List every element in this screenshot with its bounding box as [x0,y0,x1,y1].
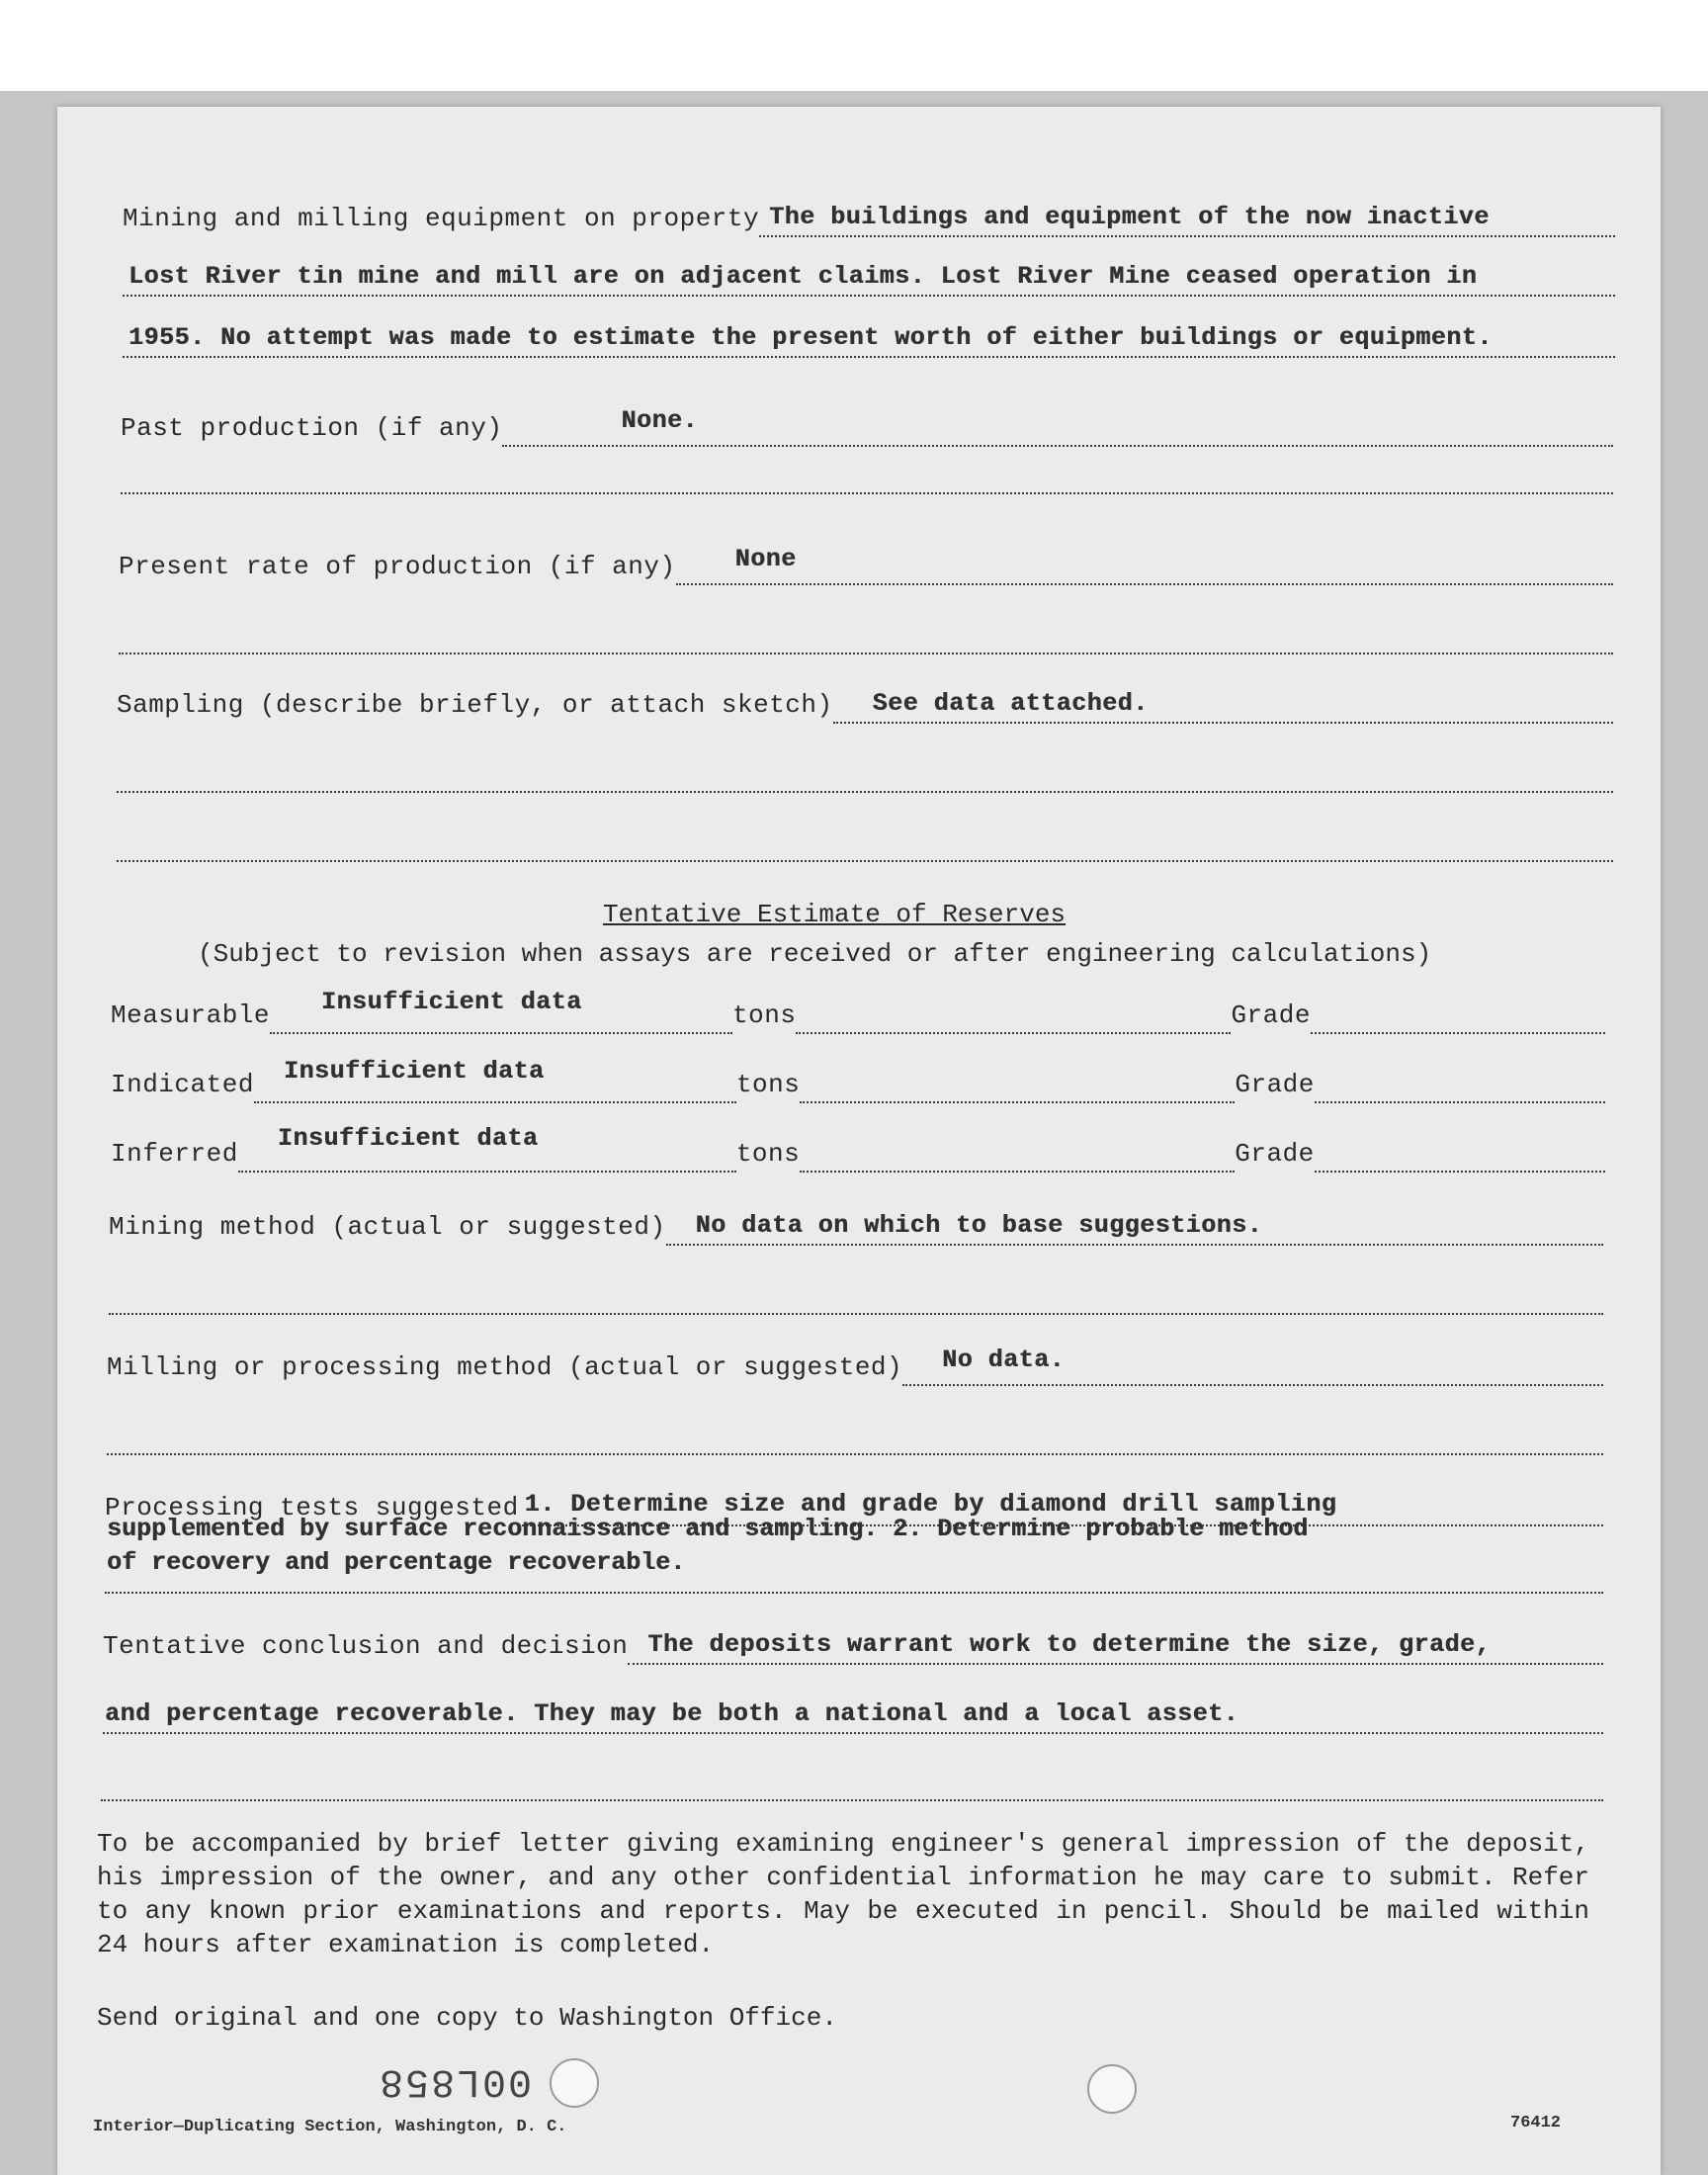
sampling-label: Sampling (describe briefly, or attach sketch) [117,690,833,720]
conclusion-field [628,1623,1603,1665]
equipment-row-2 [123,253,1615,297]
instructions-text: To be accompanied by brief letter giving examining engineer's general impression of the deposit, his impression of the owner, and any other confidential information he may care to submit. Refer to any known prior examinations and reports. May be executed in pencil. Should be mailed within 24 hours after examination is completed. [97,1829,1589,1959]
punch-hole [550,2058,599,2108]
mining-method-value: No data on which to base suggestions. [695,1211,1263,1240]
blank-line [117,860,1613,862]
sampling-row [117,680,1613,724]
blank-line [101,1799,1603,1801]
past-production-value: None. [621,406,698,435]
blank-line [119,652,1613,654]
processing-tests-line-1: 1. Determine size and grade by diamond drill sampling [524,1490,1337,1519]
reserve-label: Measurable [111,1000,271,1030]
tons-field [796,993,1231,1034]
grade-field [1311,993,1605,1034]
footer-printer: Interior—Duplicating Section, Washington, D. C. [93,2118,567,2136]
equipment-field-2 [123,255,1615,297]
equipment-field-3 [123,316,1615,358]
equipment-line-2: Lost River tin mine and mill are on adjacent claims. Lost River Mine ceased operation in [128,262,1478,291]
reserve-tons-field [238,1124,736,1173]
milling-method-row [107,1343,1603,1386]
conclusion-field-2 [103,1693,1603,1734]
grade-field [1315,1131,1605,1173]
present-rate-row [119,542,1613,585]
tons-label: tons [732,1000,797,1030]
sampling-value: See data attached. [872,689,1149,718]
past-production-row [121,403,1613,447]
processing-tests-line-2: supplemented by surface reconnaissance and sampling. 2. Determine probable method [107,1515,1309,1543]
grade-label: Grade [1231,1000,1311,1030]
conclusion-row [103,1621,1603,1665]
past-production-field [502,405,1613,447]
punch-hole [1087,2064,1137,2114]
mining-method-field [666,1204,1603,1246]
present-rate-value: None [734,545,797,573]
conclusion-row-2 [103,1691,1603,1734]
tons-field [800,1062,1235,1103]
reserve-tons-field [254,1057,736,1103]
footer-form-number: 76412 [1510,2114,1562,2132]
grade-field [1315,1062,1605,1103]
reserve-row-indicated [111,1057,1605,1103]
equipment-line-3: 1955. No attempt was made to estimate the present worth of either buildings or equipment. [128,323,1493,352]
equipment-row [123,194,1615,237]
blank-line [117,791,1613,793]
reserve-row-inferred [111,1124,1605,1173]
present-rate-field [676,544,1613,585]
reserves-heading [0,900,1708,929]
conclusion-label: Tentative conclusion and decision [103,1631,629,1661]
processing-tests-label: Processing tests suggested [105,1493,519,1522]
reserves-subtitle: (Subject to revision when assays are received or after engineering calculations) [198,939,1432,969]
tons-field [800,1131,1235,1173]
reserve-value: Insufficient data [277,1124,539,1153]
equipment-field [759,196,1615,237]
processing-tests-line-3: of recovery and percentage recoverable. [107,1548,686,1577]
stamp-number: 00L858 [378,2058,533,2103]
reserve-row-measurable [111,988,1605,1034]
conclusion-line-1: The deposits warrant work to determine the size, grade, [647,1630,1492,1659]
mining-method-row [109,1202,1603,1246]
milling-method-value: No data. [942,1346,1066,1374]
blank-line [107,1453,1603,1455]
reserve-label: Inferred [111,1139,238,1169]
past-production-label: Past production (if any) [121,413,503,443]
reserves-title: Tentative Estimate of Reserves [602,900,1067,929]
milling-method-field [902,1345,1603,1386]
grade-label: Grade [1235,1139,1315,1169]
equipment-line-1: The buildings and equipment of the now inactive [769,203,1490,231]
reserve-label: Indicated [111,1070,254,1099]
equipment-row-3 [123,314,1615,358]
conclusion-line-2: and percentage recoverable. They may be both a national and a local asset. [105,1699,1239,1728]
blank-line [109,1313,1603,1315]
blank-line [105,1592,1603,1594]
blank-line [121,492,1613,494]
reserve-value: Insufficient data [283,1057,545,1086]
send-note: Send original and one copy to Washington Office. [97,2003,837,2033]
tons-label: tons [735,1070,801,1099]
sampling-field [833,682,1613,724]
tons-label: tons [735,1139,801,1169]
reserve-tons-field [270,988,732,1034]
milling-method-label: Milling or processing method (actual or suggested) [107,1352,903,1382]
reserve-value: Insufficient data [321,988,582,1016]
equipment-label: Mining and milling equipment on property [123,204,760,233]
grade-label: Grade [1235,1070,1315,1099]
mining-method-label: Mining method (actual or suggested) [109,1212,666,1242]
present-rate-label: Present rate of production (if any) [119,552,676,581]
